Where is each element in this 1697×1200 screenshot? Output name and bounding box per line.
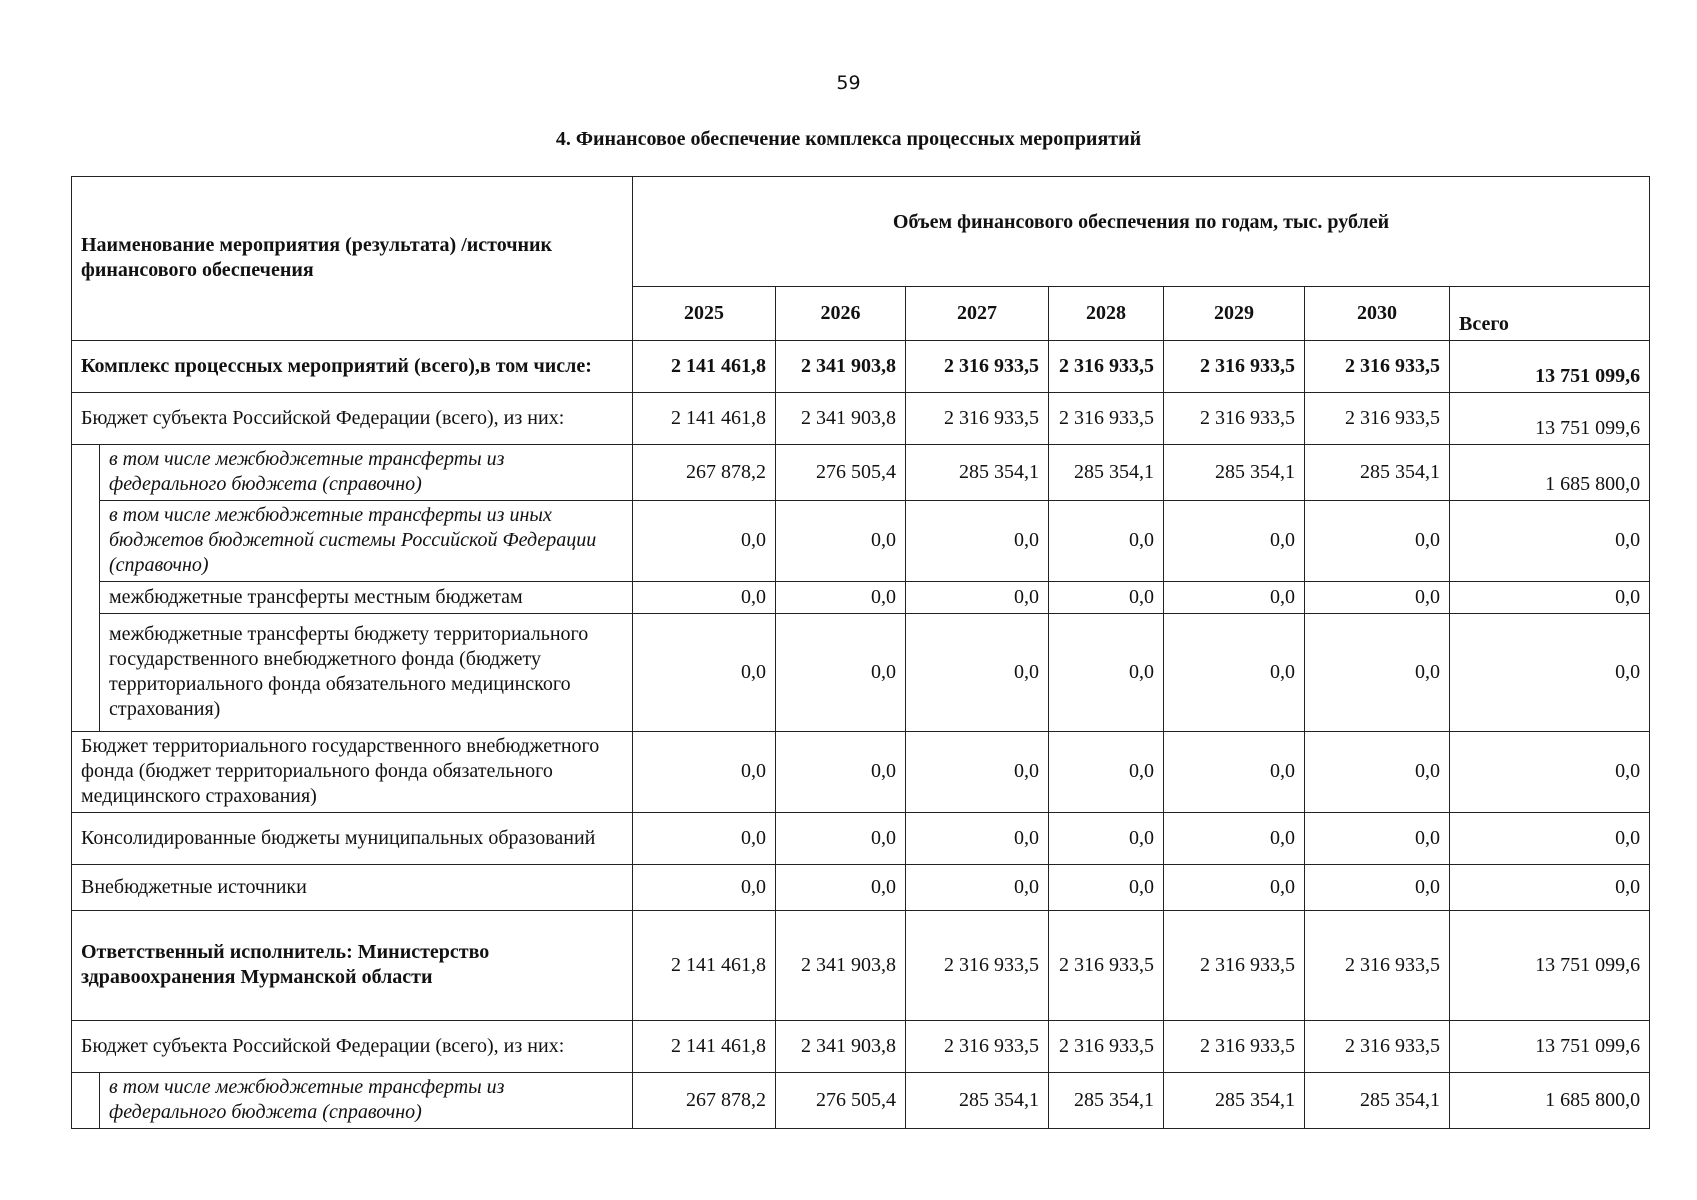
cell-value: 0,0	[1049, 582, 1164, 614]
header-volume-cell	[633, 177, 1650, 287]
cell-value: 2 316 933,5	[1049, 911, 1164, 1021]
cell-value: 285 354,1	[906, 1073, 1049, 1129]
table-row	[72, 582, 1650, 614]
cell-value: 267 878,2	[633, 445, 776, 501]
header-name-cell	[72, 177, 633, 341]
cell-value: 2 141 461,8	[633, 393, 776, 445]
cell-value: 2 316 933,5	[1049, 341, 1164, 393]
table-row	[72, 445, 1650, 501]
cell-value: 2 316 933,5	[1305, 911, 1450, 1021]
cell-value: 0,0	[1049, 501, 1164, 582]
cell-value: 276 505,4	[776, 445, 906, 501]
table-row	[72, 911, 1650, 1021]
cell-total: 1 685 800,0	[1450, 445, 1650, 501]
cell-value: 2 316 933,5	[906, 393, 1049, 445]
cell-value: 0,0	[776, 501, 906, 582]
cell-total: 0,0	[1450, 732, 1650, 813]
cell-value: 0,0	[776, 614, 906, 732]
indent-spacer	[72, 1073, 100, 1129]
row-label: Бюджет территориального государственного внебюджетного фонда (бюджет территориального фонда обязательного медицинского страхования)	[72, 732, 633, 813]
cell-total: 0,0	[1450, 865, 1650, 911]
cell-value: 0,0	[633, 582, 776, 614]
cell-value: 0,0	[633, 614, 776, 732]
financing-table	[71, 176, 1650, 1129]
cell-total: 13 751 099,6	[1450, 341, 1650, 393]
cell-value: 0,0	[906, 865, 1049, 911]
cell-value: 0,0	[633, 865, 776, 911]
cell-value: 2 341 903,8	[776, 393, 906, 445]
cell-value: 0,0	[1049, 732, 1164, 813]
cell-value: 0,0	[906, 501, 1049, 582]
header-year: 2027	[906, 287, 1049, 341]
cell-value: 0,0	[1305, 865, 1450, 911]
cell-value: 285 354,1	[906, 445, 1049, 501]
row-label: Бюджет субъекта Российской Федерации (всего), из них:	[72, 1021, 633, 1073]
header-year: 2030	[1305, 287, 1450, 341]
cell-value: 2 316 933,5	[1049, 1021, 1164, 1073]
cell-value: 2 316 933,5	[1305, 1021, 1450, 1073]
indent-spacer	[72, 445, 100, 732]
cell-value: 0,0	[1305, 732, 1450, 813]
cell-total: 0,0	[1450, 582, 1650, 614]
table-row	[72, 393, 1650, 445]
row-label: в том числе межбюджетные трансферты из федерального бюджета (справочно)	[100, 445, 633, 501]
cell-value: 2 316 933,5	[1305, 393, 1450, 445]
cell-value: 2 316 933,5	[906, 911, 1049, 1021]
cell-value: 0,0	[776, 732, 906, 813]
header-name: Наименование мероприятия (результата) /источник финансового обеспечения	[81, 234, 553, 281]
row-label: Бюджет субъекта Российской Федерации (всего), из них:	[72, 393, 633, 445]
cell-value: 0,0	[1305, 813, 1450, 865]
header-year: 2025	[633, 287, 776, 341]
table-row	[72, 865, 1650, 911]
header-volume: Объем финансового обеспечения по годам, тыс. рублей	[892, 211, 1390, 233]
cell-value: 0,0	[776, 582, 906, 614]
table-row	[72, 614, 1650, 732]
cell-value: 0,0	[906, 732, 1049, 813]
row-label: межбюджетные трансферты бюджету территориального государственного внебюджетного фонда (бюджету территориального фонда обязательного медицинского страхования)	[100, 614, 633, 732]
header-year: 2026	[776, 287, 906, 341]
cell-value: 2 141 461,8	[633, 341, 776, 393]
row-label: Комплекс процессных мероприятий (всего),в том числе:	[72, 341, 633, 393]
table-row	[72, 1073, 1650, 1129]
cell-value: 2 316 933,5	[1164, 393, 1305, 445]
cell-value: 285 354,1	[1305, 1073, 1450, 1129]
row-label: в том числе межбюджетные трансферты из иных бюджетов бюджетной системы Российской Федерации (справочно)	[100, 501, 633, 582]
cell-total: 0,0	[1450, 813, 1650, 865]
table-row	[72, 501, 1650, 582]
row-label: Ответственный исполнитель: Министерство здравоохранения Мурманской области	[72, 911, 633, 1021]
cell-value: 0,0	[906, 582, 1049, 614]
cell-value: 0,0	[1049, 813, 1164, 865]
cell-value: 0,0	[1164, 501, 1305, 582]
table-row	[72, 1021, 1650, 1073]
cell-value: 0,0	[1305, 614, 1450, 732]
cell-total: 1 685 800,0	[1450, 1073, 1650, 1129]
cell-value: 2 316 933,5	[1305, 341, 1450, 393]
section-title: 4. Финансовое обеспечение комплекса процессных мероприятий	[555, 128, 1142, 150]
cell-value: 285 354,1	[1305, 445, 1450, 501]
cell-value: 0,0	[1164, 865, 1305, 911]
cell-value: 0,0	[1305, 582, 1450, 614]
cell-value: 0,0	[906, 813, 1049, 865]
cell-value: 2 316 933,5	[1164, 911, 1305, 1021]
cell-value: 276 505,4	[776, 1073, 906, 1129]
header-total: Всего	[1450, 287, 1650, 341]
cell-value: 0,0	[1049, 865, 1164, 911]
cell-value: 0,0	[1164, 732, 1305, 813]
cell-value: 0,0	[633, 732, 776, 813]
cell-value: 2 141 461,8	[633, 911, 776, 1021]
cell-value: 0,0	[633, 501, 776, 582]
cell-total: 0,0	[1450, 614, 1650, 732]
cell-value: 2 341 903,8	[776, 341, 906, 393]
header-year: 2029	[1164, 287, 1305, 341]
header-year: 2028	[1049, 287, 1164, 341]
cell-total: 13 751 099,6	[1450, 1021, 1650, 1073]
cell-value: 2 316 933,5	[906, 1021, 1049, 1073]
cell-value: 2 341 903,8	[776, 1021, 906, 1073]
row-label: Консолидированные бюджеты муниципальных образований	[72, 813, 633, 865]
table-row	[72, 732, 1650, 813]
cell-value: 2 316 933,5	[1049, 393, 1164, 445]
table-row	[72, 813, 1650, 865]
table-row	[72, 341, 1650, 393]
cell-value: 0,0	[1305, 501, 1450, 582]
cell-value: 285 354,1	[1049, 1073, 1164, 1129]
page-number: 59	[836, 72, 861, 94]
cell-total: 0,0	[1450, 501, 1650, 582]
cell-value: 0,0	[1164, 582, 1305, 614]
cell-total: 13 751 099,6	[1450, 911, 1650, 1021]
cell-value: 0,0	[1164, 813, 1305, 865]
cell-value: 285 354,1	[1049, 445, 1164, 501]
row-label: в том числе межбюджетные трансферты из федерального бюджета (справочно)	[100, 1073, 633, 1129]
cell-value: 2 141 461,8	[633, 1021, 776, 1073]
cell-value: 267 878,2	[633, 1073, 776, 1129]
cell-value: 0,0	[776, 865, 906, 911]
cell-value: 2 316 933,5	[1164, 1021, 1305, 1073]
cell-value: 0,0	[776, 813, 906, 865]
cell-value: 2 316 933,5	[1164, 341, 1305, 393]
cell-value: 285 354,1	[1164, 445, 1305, 501]
cell-value: 0,0	[1164, 614, 1305, 732]
cell-value: 2 316 933,5	[906, 341, 1049, 393]
cell-value: 0,0	[633, 813, 776, 865]
row-label: Внебюджетные источники	[72, 865, 633, 911]
cell-value: 2 341 903,8	[776, 911, 906, 1021]
cell-value: 0,0	[1049, 614, 1164, 732]
cell-value: 285 354,1	[1164, 1073, 1305, 1129]
cell-total: 13 751 099,6	[1450, 393, 1650, 445]
cell-value: 0,0	[906, 614, 1049, 732]
row-label: межбюджетные трансферты местным бюджетам	[100, 582, 633, 614]
